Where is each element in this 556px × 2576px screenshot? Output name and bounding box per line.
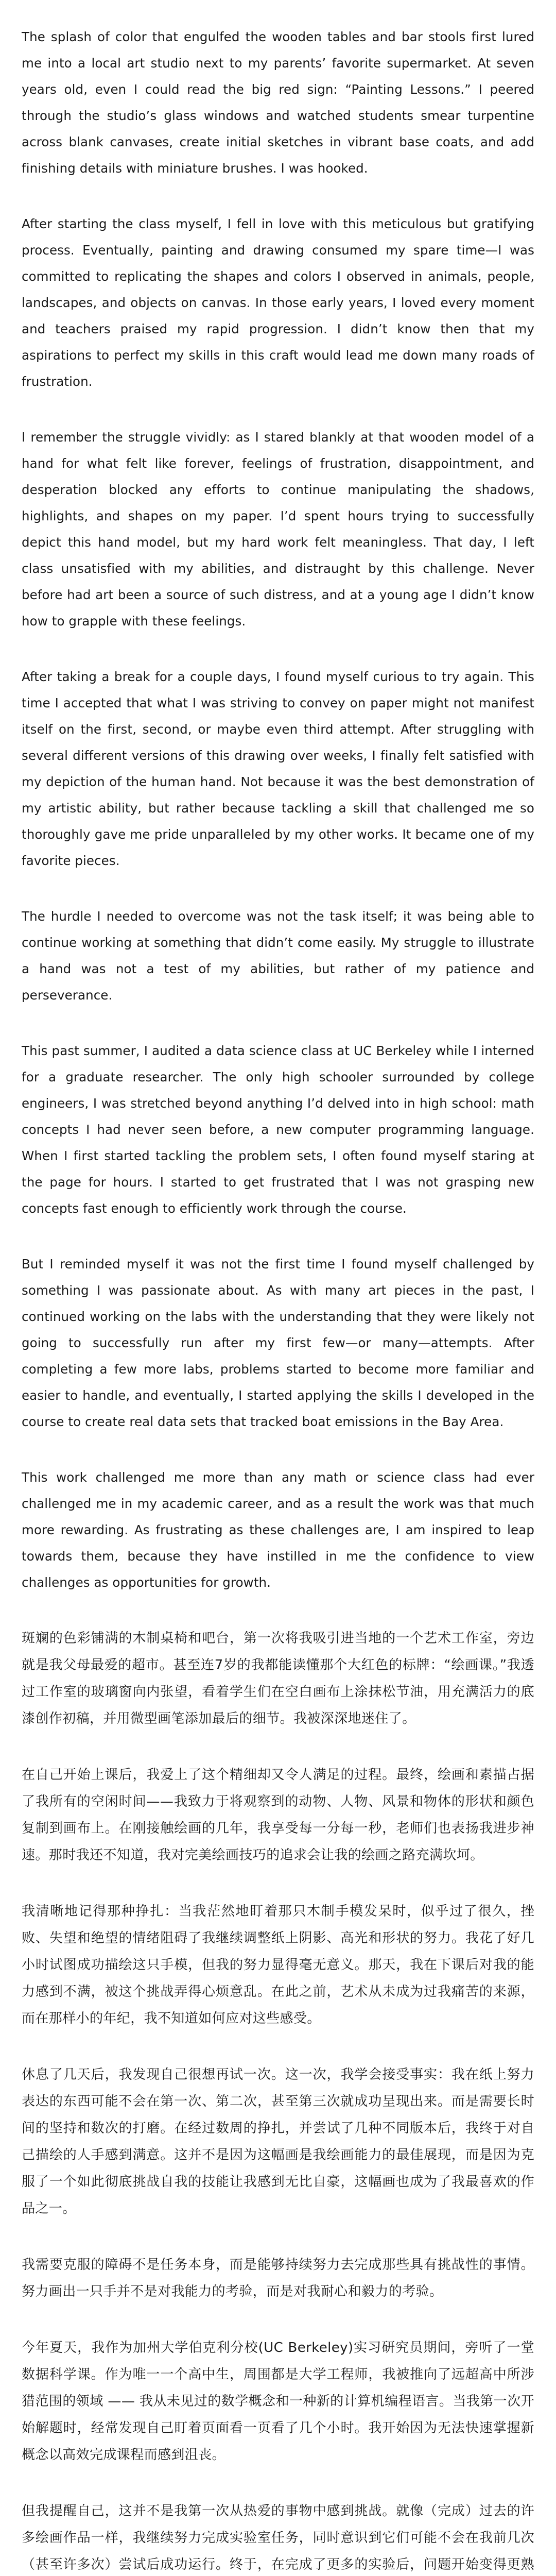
english-paragraph: The splash of color that engulfed the wooden tables and bar stools first lured me into a local art studio next to my parents’ favorite supermarket. At seven years old, even I could read the big red sign: “Painting Lessons.” I peered through the studio’s glass windows and watched students smear turpentine across blank canvases, create initial sketches in vibrant base coats, and add finishing details with miniature brushes. I was hooked. — [22, 29, 534, 176]
english-paragraph: I remember the struggle vividly: as I stared blankly at that wooden model of a hand for what felt like forever, feelings of frustration, disappointment, and desperation blocked any efforts to continue manipulating the shadows, highlights, and shapes on my paper. I’d spent hours trying to successfully depict this hand model, but my hard work felt meaningless. That day, I left class unsatisfied with my abilities, and distraught by this challenge. Never before had art been a source of such distress, and at a young age I didn’t know how to grapple with these feelings. — [22, 430, 534, 629]
english-paragraph: This past summer, I audited a data science class at UC Berkeley while I interned for a graduate researcher. The only high schooler surrounded by college engineers, I was stretched beyond anything I’d delved into in high school: math concepts I had never seen before, a new computer programming language. When I first started tackling the problem sets, I often found myself staring at the page for hours. I started to get frustrated that I was not grasping new concepts fast enough to efficiently work through the course. — [22, 1043, 534, 1216]
english-paragraph: After taking a break for a couple days, I found myself curious to try again. This time I accepted that what I was striving to convey on paper might not manifest itself on the first, second, or maybe even third attempt. After struggling with several different versions of this drawing over weeks, I finally felt satisfied with my depiction of the human hand. Not because it was the best demonstration of my artistic ability, but rather because tackling a skill that challenged me so thoroughly gave me pride unparalleled by my other works. It became one of my favorite pieces. — [22, 669, 534, 868]
english-paragraph: This work challenged me more than any math or science class had ever challenged me in my academic career, and as a result the work was that much more rewarding. As frustrating as these challenges are, I am inspired to leap towards them, because they have instilled in me the confidence to view challenges as opportunities for growth. — [22, 1470, 534, 1590]
chinese-paragraph: 我需要克服的障碍不是任务本身，而是能够持续努力去完成那些具有挑战性的事情。努力画出一只手并不是对我能力的考验，而是对我耐心和毅力的考验。 — [22, 2257, 534, 2299]
chinese-paragraph: 但我提醒自己，这并不是我第一次从热爱的事物中感到挑战。就像（完成）过去的许多绘画作品一样，我继续努力完成实验室任务，同时意识到它们可能不会在我前几次（甚至许多次）尝试后成功运行。终于，在完成了更多的实验后，问题开始变得更熟 — [22, 2503, 534, 2572]
chinese-paragraph: 今年夏天，我作为加州大学伯克利分校(UC Berkeley)实习研究员期间，旁听了一堂数据科学课。作为唯一一个高中生，周围都是大学工程师，我被推向了远超高中所涉猎范围的领域 —— 我从未见过的数学概念和一种新的计算机编程语言。当我第一次开始解题时，经常发现自己盯着页面看一页看了几个小时。我开始因为无法快速掌握新概念以高效完成课程而感到沮丧。 — [22, 2340, 534, 2463]
chinese-paragraph: 我清晰地记得那种挣扎：当我茫然地盯着那只木制手模发呆时，似乎过了很久，挫败、失望和绝望的情绪阻碍了我继续调整纸上阴影、高光和形状的努力。我花了好几小时试图成功描绘这只手模，但我的努力显得毫无意义。那天，我在下课后对我的能力感到不满，被这个挑战弄得心烦意乱。在此之前，艺术从未成为过我痛苦的来源，而在那样小的年纪，我不知道如何应对这些感受。 — [22, 1904, 534, 2026]
english-paragraph: The hurdle I needed to overcome was not the task itself; it was being able to continue working at something that didn’t come easily. My struggle to illustrate a hand was not a test of my abilities, but rather of my patience and perseverance. — [22, 909, 534, 1003]
chinese-essay — [22, 1625, 534, 2576]
english-paragraph: After starting the class myself, I fell in love with this meticulous but gratifying process. Eventually, painting and drawing consumed my spare time—I was committed to replicating the shapes and colors I observed in animals, people, landscapes, and objects on canvas. In those early years, I loved every moment and teachers praised my rapid progression. I didn’t know then that my aspirations to perfect my skills in this craft would lead me down many roads of frustration. — [22, 216, 534, 389]
chinese-paragraph: 斑斓的色彩铺满的木制桌椅和吧台，第一次将我吸引进当地的一个艺术工作室，旁边就是我父母最爱的超市。甚至连7岁的我都能读懂那个大红色的标牌：“绘画课。”我透过工作室的玻璃窗向内张望，看着学生们在空白画布上涂抹松节油，用充满活力的底漆创作初稿，并用微型画笔添加最后的细节。我被深深地迷住了。 — [22, 1631, 534, 1726]
english-essay — [22, 24, 534, 1596]
english-paragraph: But I reminded myself it was not the first time I found myself challenged by something I was passionate about. As with many art pieces in the past, I continued working on the labs with the understanding that they were likely not going to successfully run after my first few—or many—attempts. After completing a few more labs, problems started to become more familiar and easier to handle, and eventually, I started applying the skills I developed in the course to create real data sets that tracked boat emissions in the Bay Area. — [22, 1257, 534, 1429]
chinese-paragraph: 在自己开始上课后，我爱上了这个精细却又令人满足的过程。最终，绘画和素描占据了我所有的空闲时间——我致力于将观察到的动物、人物、风景和物体的形状和颜色复制到画布上。在刚接触绘画的几年，我享受每一分每一秒，老师们也表扬我进步神速。那时我还不知道，我对完美绘画技巧的追求会让我的绘画之路充满坎坷。 — [22, 1767, 534, 1863]
chinese-paragraph: 休息了几天后，我发现自己很想再试一次。这一次，我学会接受事实：我在纸上努力表达的东西可能不会在第一次、第二次，甚至第三次就成功呈现出来。而是需要长时间的坚持和数次的打磨。在经过数周的挣扎，并尝试了几种不同版本后，我终于对自己描绘的人手感到满意。这并不是因为这幅画是我绘画能力的最佳展现，而是因为克服了一个如此彻底挑战自我的技能让我感到无比自豪，这幅画也成为了我最喜欢的作品之一。 — [22, 2067, 534, 2216]
